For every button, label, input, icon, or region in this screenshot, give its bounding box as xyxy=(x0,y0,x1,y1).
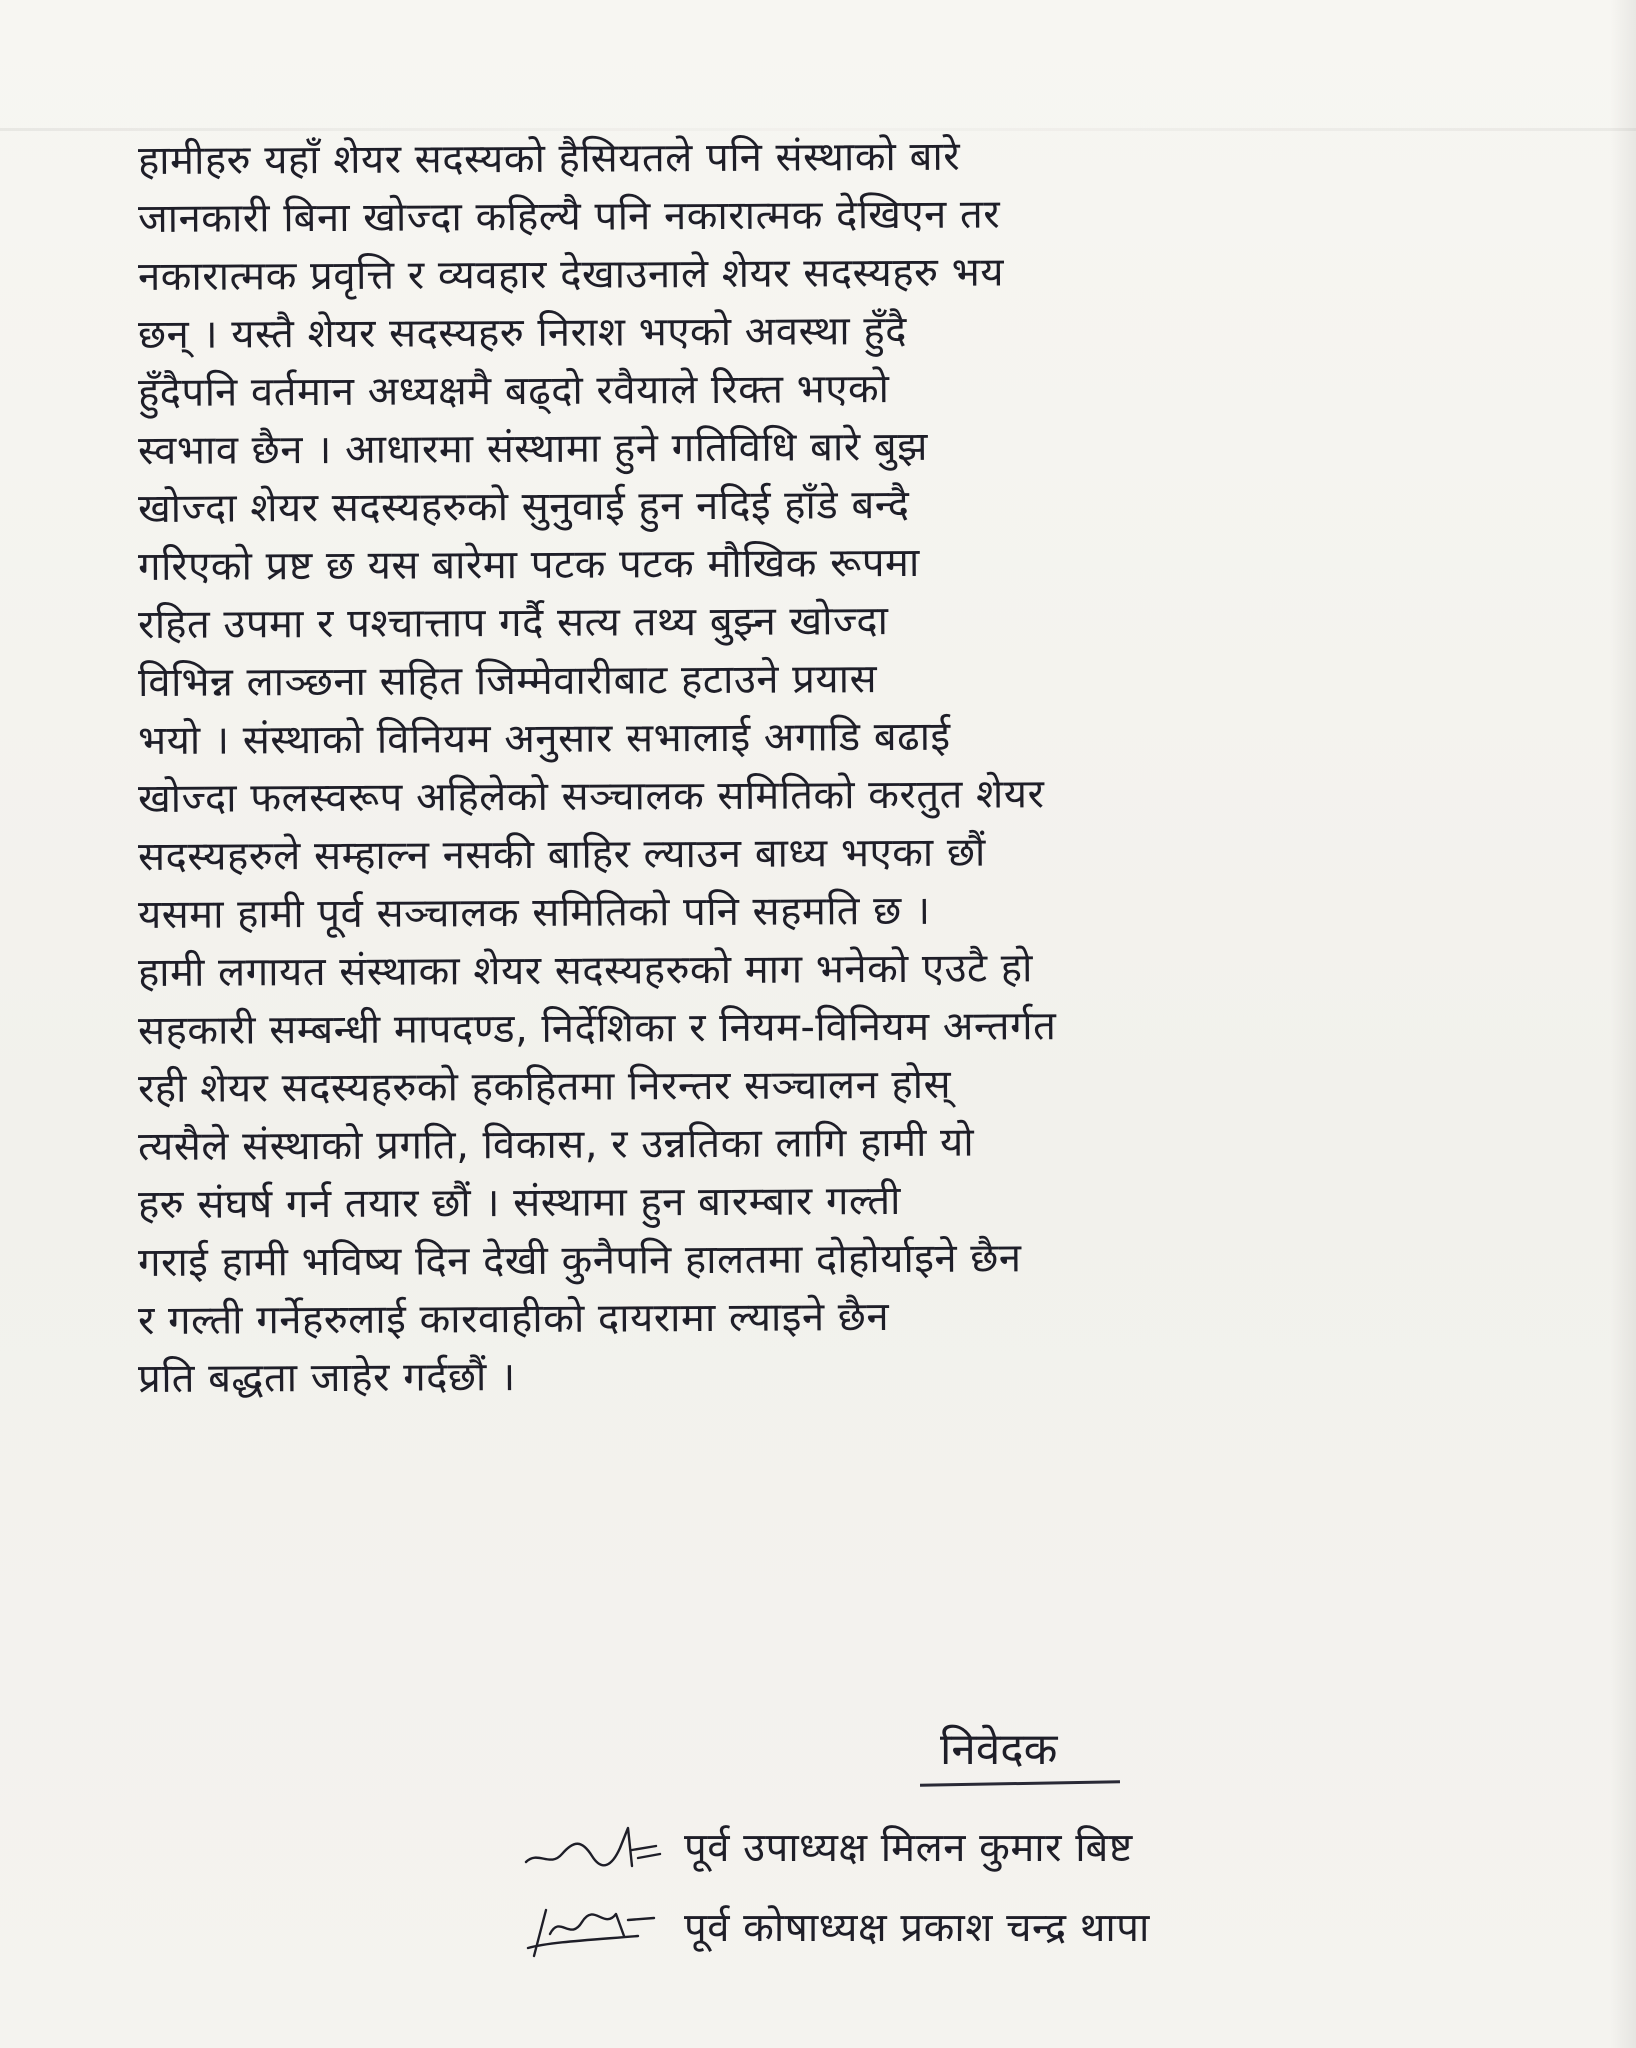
letter-line: सदस्यहरुले सम्हाल्न नसकी बाहिर ल्याउन बाध्य भएका छौं xyxy=(137,829,986,880)
handwritten-signature-1 xyxy=(520,1810,670,1880)
letter-line: खोज्दा फलस्वरूप अहिलेको सञ्चालक समितिको करतुत शेयर xyxy=(137,771,1045,822)
signatory-row xyxy=(520,1810,1133,1880)
letter-line: त्यसैले संस्थाको प्रगति, विकास, र उन्नतिका लागि हामी यो xyxy=(137,1119,975,1170)
letter-line: स्वभाव छैन । आधारमा संस्थामा हुने गतिविधि बारे बुझ xyxy=(137,423,929,474)
letter-line: हामीहरु यहाँ शेयर सदस्यको हैसियतले पनि संस्थाको बारे xyxy=(137,133,961,184)
handwritten-signature-2 xyxy=(520,1890,670,1960)
letter-line: र गल्ती गर्नेहरुलाई कारवाहीको दायरामा ल्याइने छैन xyxy=(137,1294,890,1344)
letter-line: हामी लगायत संस्थाका शेयर सदस्यहरुको माग भनेको एउटै हो xyxy=(137,945,1034,996)
letter-line: नकारात्मक प्रवृत्ति र व्यवहार देखाउनाले शेयर सदस्यहरु भय xyxy=(137,249,1005,300)
letter-line: विभिन्न लाञ्छना सहित जिम्मेवारीबाट हटाउने प्रयास xyxy=(137,656,878,706)
applicant-heading: निवेदक xyxy=(940,1724,1058,1775)
signatory-name-treasurer: पूर्व कोषाध्यक्ष प्रकाश चन्द्र थापा xyxy=(684,1904,1150,1951)
letter-line: हुँदैपनि वर्तमान अध्यक्षमै बढ्दो रवैयाले रिक्त भएको xyxy=(137,366,890,416)
letter-line: यसमा हामी पूर्व सञ्चालक समितिको पनि सहमति छ । xyxy=(137,887,931,938)
letter-line: गरिएको प्रष्ट छ यस बारेमा पटक पटक मौखिक रूपमा xyxy=(137,539,920,590)
letter-line: हरु संघर्ष गर्न तयार छौं । संस्थामा हुन बारम्बार गल्ती xyxy=(137,1178,902,1228)
letter-line: सहकारी सम्बन्धी मापदण्ड, निर्देशिका र नियम-विनियम अन्तर्गत xyxy=(137,1003,1057,1054)
letter-line: छन् । यस्तै शेयर सदस्यहरु निराश भएको अवस्था हुँदै xyxy=(137,307,908,358)
signatory-name-vice-chair: पूर्व उपाध्यक्ष मिलन कुमार बिष्ट xyxy=(684,1824,1133,1871)
paper-edge-shadow xyxy=(1610,0,1636,2048)
letter-line: प्रति बद्धता जाहेर गर्दछौं । xyxy=(137,1354,516,1402)
letter-line: भयो । संस्थाको विनियम अनुसार सभालाई अगाडि बढाई xyxy=(137,713,951,764)
letter-line: गराई हामी भविष्य दिन देखी कुनैपनि हालतमा दोहोर्याइने छैन xyxy=(137,1235,1022,1286)
letter-line: खोज्दा शेयर सदस्यहरुको सुनुवाई हुन नदिई हाँडे बन्दै xyxy=(137,481,910,532)
letter-line: रहित उपमा र पश्चात्ताप गर्दै सत्य तथ्य बुझ्न खोज्दा xyxy=(137,598,889,648)
signatory-row xyxy=(520,1890,1150,1960)
letter-body xyxy=(138,132,1598,1408)
letter-line: जानकारी बिना खोज्दा कहिल्यै पनि नकारात्मक देखिएन तर xyxy=(137,191,1001,242)
letter-line: रही शेयर सदस्यहरुको हकहितमा निरन्तर सञ्चालन होस् xyxy=(137,1061,952,1112)
